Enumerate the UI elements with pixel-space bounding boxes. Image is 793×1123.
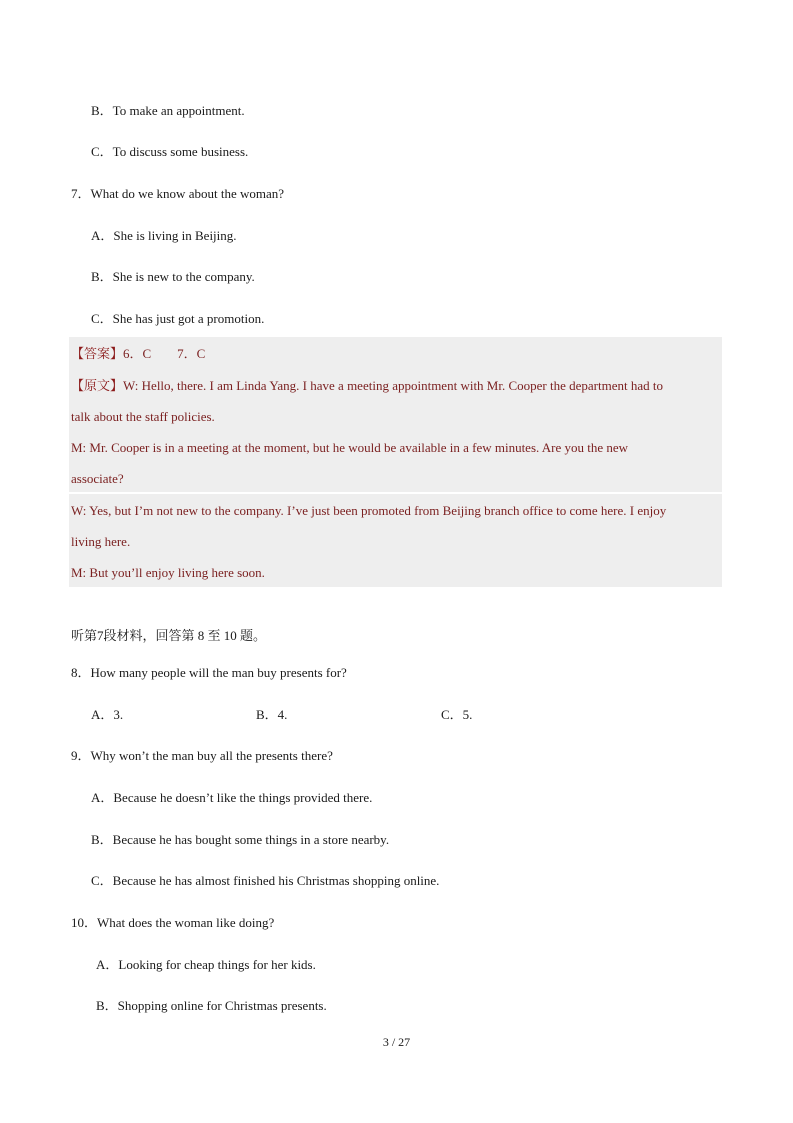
option-9c: C．Because he has almost finished his Christmas shopping online. <box>91 873 440 888</box>
section-heading: 听第7段材料，回答第 8 至 10 题。 <box>71 628 267 643</box>
option-8c: C．5. <box>441 707 473 722</box>
transcript-line-7: M: But you’ll enjoy living here soon. <box>71 565 265 580</box>
answer-divider <box>69 492 722 494</box>
answer-box <box>69 337 722 587</box>
question-7: 7．What do we know about the woman? <box>71 186 285 201</box>
option-7c: C．She has just got a promotion. <box>91 311 265 326</box>
transcript-line-5: W: Yes, but I’m not new to the company. I’ve just been promoted from Beijing branch office to come here. I enjoy <box>71 503 667 518</box>
option-10a: A．Looking for cheap things for her kids. <box>96 957 316 972</box>
transcript-line-2: talk about the staff policies. <box>71 409 215 424</box>
option-9a: A．Because he doesn’t like the things provided there. <box>91 790 373 805</box>
option-8a: A．3. <box>91 707 124 722</box>
transcript-label: 【原文】 <box>71 378 124 393</box>
option-6b: B．To make an appointment. <box>91 103 245 118</box>
option-8b: B．4. <box>256 707 288 722</box>
question-9: 9．Why won’t the man buy all the presents there? <box>71 748 333 763</box>
answer-label: 【答案】 <box>71 346 124 361</box>
option-7a: A．She is living in Beijing. <box>91 228 237 243</box>
option-9b: B．Because he has bought some things in a store nearby. <box>91 832 390 847</box>
option-6c: C．To discuss some business. <box>91 144 249 159</box>
option-7b: B．She is new to the company. <box>91 269 255 284</box>
question-8: 8．How many people will the man buy presents for? <box>71 665 347 680</box>
option-10b: B．Shopping online for Christmas presents. <box>96 998 327 1013</box>
transcript-line-4: associate? <box>71 471 124 486</box>
question-10: 10．What does the woman like doing? <box>71 915 275 930</box>
page-number: 3 / 27 <box>382 1035 411 1049</box>
answer-line <box>71 345 205 363</box>
transcript-line-1 <box>71 377 663 395</box>
transcript-line-6: living here. <box>71 534 131 549</box>
answer-text: 6．C 7．C <box>123 346 206 361</box>
transcript-line-3: M: Mr. Cooper is in a meeting at the moment, but he would be available in a few minutes. Are you the new <box>71 440 629 455</box>
transcript-text-1: W: Hello, there. I am Linda Yang. I have a meeting appointment with Mr. Cooper the department had to <box>123 378 663 393</box>
